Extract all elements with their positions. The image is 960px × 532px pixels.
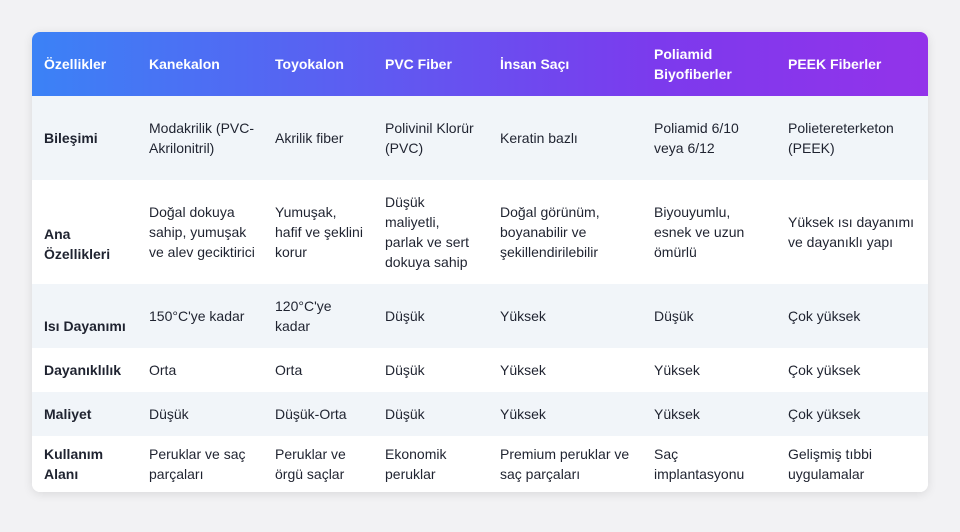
- table-cell: Gelişmiş tıbbi uygulamalar: [788, 446, 873, 482]
- table-cell: Saç implantasyonu: [654, 446, 745, 482]
- comparison-table: [32, 32, 928, 492]
- header-insan-saci: İnsan Saçı: [500, 56, 570, 72]
- table-cell: Poliamid 6/10 veya 6/12: [654, 120, 739, 156]
- table-cell: Orta: [275, 362, 303, 378]
- row-label: Dayanıklılık: [44, 362, 122, 378]
- row-label: Bileşimi: [44, 130, 98, 146]
- table-cell: Yüksek: [500, 406, 546, 422]
- table-cell: Keratin bazlı: [500, 130, 578, 146]
- table-cell: Düşük: [149, 406, 189, 422]
- header-kanekalon: Kanekalon: [149, 56, 220, 72]
- table-cell: Düşük: [654, 308, 694, 324]
- table-cell: Premium peruklar ve saç parçaları: [500, 446, 630, 482]
- table-cell: Yumuşak, hafif ve şeklini korur: [275, 204, 363, 260]
- table-cell: Orta: [149, 362, 177, 378]
- table-row: [32, 180, 928, 284]
- table-cell: Yüksek: [654, 362, 700, 378]
- table-cell: Modakrilik (PVC-Akrilonitril): [149, 120, 255, 156]
- table-cell: Düşük: [385, 406, 425, 422]
- table-cell: Polivinil Klorür (PVC): [385, 120, 474, 156]
- table-cell: Peruklar ve saç parçaları: [149, 446, 246, 482]
- table-cell: Yüksek ısı dayanımı ve dayanıklı yapı: [788, 214, 915, 250]
- table-cell: Çok yüksek: [788, 308, 861, 324]
- table-cell: Yüksek: [654, 406, 700, 422]
- table-cell: Düşük: [385, 308, 425, 324]
- header-pvc-fiber: PVC Fiber: [385, 56, 452, 72]
- table-cell: Ekonomik peruklar: [385, 446, 447, 482]
- table-cell: Peruklar ve örgü saçlar: [275, 446, 346, 482]
- row-label: Ana Özellikleri: [44, 226, 111, 262]
- table-cell: Doğal görünüm, boyanabilir ve şekillendirilebilir: [500, 204, 600, 260]
- header-ozellikler: Özellikler: [44, 56, 107, 72]
- table-cell: Polietereterketon (PEEK): [788, 120, 894, 156]
- table-row: [32, 436, 928, 492]
- table-cell: Yüksek: [500, 308, 546, 324]
- table-cell: Çok yüksek: [788, 406, 861, 422]
- table-row: [32, 392, 928, 436]
- table-row: [32, 284, 928, 348]
- table-cell: Düşük-Orta: [275, 406, 347, 422]
- table-cell: Düşük maliyetli, parlak ve sert dokuya sahip: [385, 194, 470, 270]
- table-cell: 120°C'ye kadar: [275, 298, 332, 334]
- table-cell: Çok yüksek: [788, 362, 861, 378]
- row-label: Maliyet: [44, 406, 92, 422]
- comparison-table-card: [32, 32, 928, 492]
- row-label: Isı Dayanımı: [44, 318, 126, 334]
- table-cell: Düşük: [385, 362, 425, 378]
- row-label: Kullanım Alanı: [44, 446, 104, 482]
- table-row: [32, 348, 928, 392]
- table-cell: Doğal dokuya sahip, yumuşak ve alev geciktirici: [149, 204, 255, 260]
- table-header-row: [32, 32, 928, 96]
- table-row: [32, 96, 928, 180]
- header-peek-fiberler: PEEK Fiberler: [788, 56, 882, 72]
- table-cell: 150°C'ye kadar: [149, 308, 245, 324]
- header-toyokalon: Toyokalon: [275, 56, 344, 72]
- header-poliamid-biyofiberler: Poliamid Biyofiberler: [654, 46, 732, 82]
- table-cell: Biyouyumlu, esnek ve uzun ömürlü: [654, 204, 745, 260]
- table-cell: Yüksek: [500, 362, 546, 378]
- table-cell: Akrilik fiber: [275, 130, 344, 146]
